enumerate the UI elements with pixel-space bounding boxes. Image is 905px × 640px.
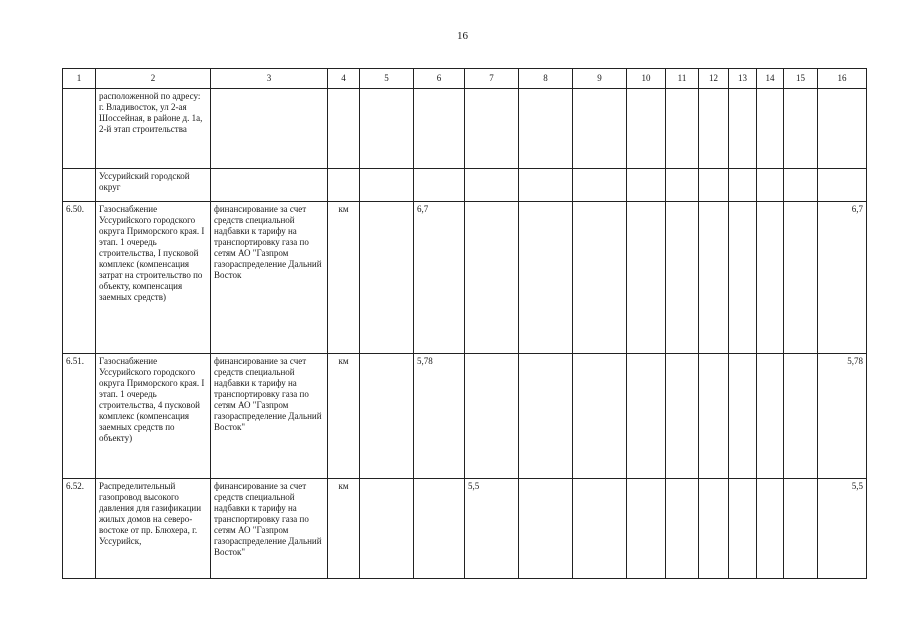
column-header: 12 <box>699 69 729 89</box>
funding-source <box>211 169 328 202</box>
column-header: 8 <box>519 69 573 89</box>
funding-source <box>211 89 328 169</box>
value-col16: 6,7 <box>818 202 867 354</box>
cell <box>757 202 784 354</box>
object-name: Газоснабжение Уссурийского городского округа Приморского края. I этап. 1 очередь строительства, I пусковой комплекс (компенсация затрат на строительство по объекту, компенсация заемных средств) <box>96 202 211 354</box>
cell <box>519 202 573 354</box>
cell <box>360 354 414 479</box>
cell <box>519 89 573 169</box>
cell <box>627 354 666 479</box>
cell <box>519 169 573 202</box>
column-header: 13 <box>729 69 757 89</box>
cell <box>784 202 818 354</box>
column-header: 10 <box>627 69 666 89</box>
cell <box>729 202 757 354</box>
cell <box>666 89 699 169</box>
cell <box>699 89 729 169</box>
value-col6 <box>414 479 465 579</box>
unit: км <box>328 354 360 479</box>
object-name: Распределительный газопровод высокого давления для газификации жилых домов на северо-востоке от пр. Блюхера, г. Уссурийск, <box>96 479 211 579</box>
value-col7 <box>465 89 519 169</box>
column-header: 9 <box>573 69 627 89</box>
table-header-row <box>63 69 867 89</box>
cell <box>699 354 729 479</box>
row-number <box>63 169 96 202</box>
cell <box>573 89 627 169</box>
document-table <box>62 68 867 579</box>
cell <box>757 169 784 202</box>
column-header: 2 <box>96 69 211 89</box>
cell <box>666 202 699 354</box>
object-name: Уссурийский городской округ <box>96 169 211 202</box>
value-col7: 5,5 <box>465 479 519 579</box>
cell <box>573 479 627 579</box>
table-row <box>63 202 867 354</box>
cell <box>757 354 784 479</box>
cell <box>627 202 666 354</box>
cell <box>627 89 666 169</box>
table-row <box>63 479 867 579</box>
column-header: 4 <box>328 69 360 89</box>
cell <box>573 202 627 354</box>
page-number: 16 <box>457 30 468 42</box>
value-col6: 6,7 <box>414 202 465 354</box>
row-number: 6.50. <box>63 202 96 354</box>
column-header: 5 <box>360 69 414 89</box>
cell <box>699 202 729 354</box>
object-name: Газоснабжение Уссурийского городского округа Приморского края. I этап. 1 очередь строительства, 4 пусковой комплекс (компенсация заемных средств по объекту) <box>96 354 211 479</box>
funding-source: финансирование за счет средств специальной надбавки к тарифу на транспортировку газа по сетям АО "Газпром газораспределение Дальний Восток" <box>211 354 328 479</box>
cell <box>784 89 818 169</box>
row-number: 6.51. <box>63 354 96 479</box>
cell <box>666 354 699 479</box>
cell <box>699 169 729 202</box>
cell <box>666 479 699 579</box>
cell <box>519 354 573 479</box>
cell <box>784 479 818 579</box>
column-header: 16 <box>818 69 867 89</box>
cell <box>360 479 414 579</box>
column-header: 11 <box>666 69 699 89</box>
column-header: 3 <box>211 69 328 89</box>
unit <box>328 89 360 169</box>
cell <box>729 479 757 579</box>
column-header: 1 <box>63 69 96 89</box>
row-number <box>63 89 96 169</box>
value-col16 <box>818 169 867 202</box>
column-header: 6 <box>414 69 465 89</box>
unit: км <box>328 479 360 579</box>
value-col16: 5,78 <box>818 354 867 479</box>
cell <box>729 354 757 479</box>
cell <box>573 354 627 479</box>
funding-source: финансирование за счет средств специальной надбавки к тарифу на транспортировку газа по сетям АО "Газпром газораспределение Дальний Восток" <box>211 479 328 579</box>
funding-source: финансирование за счет средств специальной надбавки к тарифу на транспортировку газа по сетям АО "Газпром газораспределение Дальний Восток <box>211 202 328 354</box>
table-row <box>63 354 867 479</box>
column-header: 15 <box>784 69 818 89</box>
cell <box>627 169 666 202</box>
unit <box>328 169 360 202</box>
cell <box>757 89 784 169</box>
cell <box>666 169 699 202</box>
cell <box>360 89 414 169</box>
row-number: 6.52. <box>63 479 96 579</box>
cell <box>627 479 666 579</box>
cell <box>784 354 818 479</box>
cell <box>729 89 757 169</box>
cell <box>360 169 414 202</box>
value-col16 <box>818 89 867 169</box>
value-col7 <box>465 354 519 479</box>
object-name: расположенной по адресу: г. Владивосток, ул 2-ая Шоссейная, в районе д. 1а, 2-й этап строительства <box>96 89 211 169</box>
cell <box>360 202 414 354</box>
table-row <box>63 89 867 169</box>
column-header: 14 <box>757 69 784 89</box>
value-col6: 5,78 <box>414 354 465 479</box>
value-col7 <box>465 169 519 202</box>
cell <box>757 479 784 579</box>
cell <box>784 169 818 202</box>
table-row <box>63 169 867 202</box>
cell <box>699 479 729 579</box>
value-col6 <box>414 89 465 169</box>
column-header: 7 <box>465 69 519 89</box>
value-col16: 5,5 <box>818 479 867 579</box>
unit: км <box>328 202 360 354</box>
cell <box>729 169 757 202</box>
cell <box>573 169 627 202</box>
value-col7 <box>465 202 519 354</box>
cell <box>519 479 573 579</box>
value-col6 <box>414 169 465 202</box>
